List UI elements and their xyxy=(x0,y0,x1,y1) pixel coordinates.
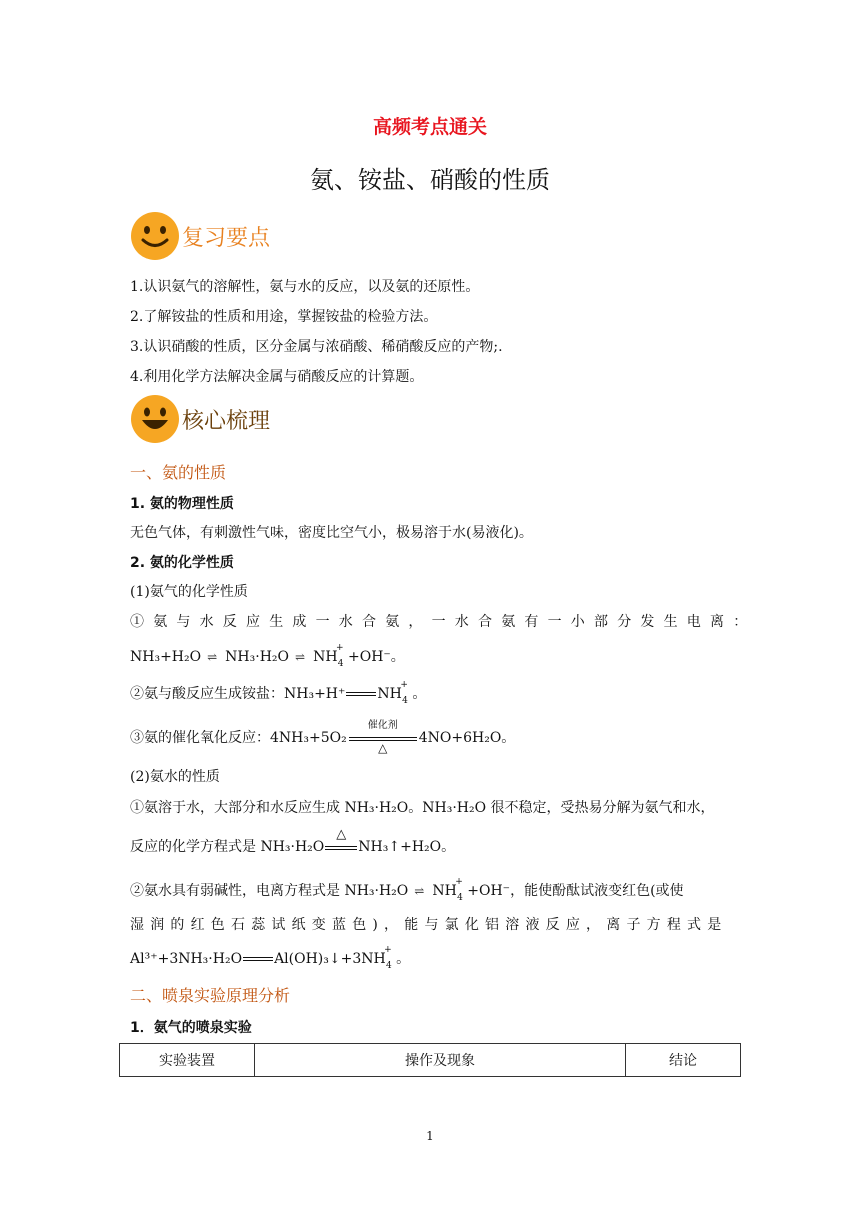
page-number: 1 xyxy=(426,1129,434,1143)
top-title: 高频考点通关 xyxy=(372,116,487,138)
reversible-arrow: ⇌ xyxy=(414,884,427,898)
reversible-arrow: ⇌ xyxy=(295,650,308,664)
review-point-2: 2.了解铵盐的性质和用途，掌握铵盐的检验方法。 xyxy=(130,309,438,325)
item1-text: ①氨与水反应生成一水合氨，一水合氨有一小部分发生电离： xyxy=(130,614,757,630)
column-header: 操作及现象 xyxy=(255,1044,626,1077)
grin-smiley-icon xyxy=(130,394,180,444)
eq-left: NH₃+H₂O xyxy=(130,649,202,665)
part2-heading: 二、喷泉实验原理分析 xyxy=(130,986,291,1005)
ammonium-ion: NH + 4 xyxy=(313,643,344,669)
fountain-experiment-heading: 1．氨气的喷泉实验 xyxy=(130,1020,252,1036)
experiment-table xyxy=(119,1043,741,1077)
ammonia-gas-heading: (1)氨气的化学性质 xyxy=(130,584,248,600)
column-header: 结论 xyxy=(626,1044,741,1077)
review-points-banner xyxy=(130,210,270,262)
equals-sign xyxy=(242,954,274,964)
item3-equation: ③氨的催化氧化反应：4NH₃+5O₂ 催化剂 △ 4NO+6H₂O。 xyxy=(130,720,516,755)
physical-properties-text: 无色气体，有刺激性气味，密度比空气小，极易溶于水(易液化)。 xyxy=(130,525,533,541)
physical-properties-heading: 1. 氨的物理性质 xyxy=(130,496,234,512)
table-header-row xyxy=(120,1044,741,1077)
heat-condition: △ xyxy=(324,836,358,858)
review-point-1: 1.认识氨气的溶解性，氨与水的反应，以及氨的还原性。 xyxy=(130,279,480,295)
chemical-properties-heading: 2. 氨的化学性质 xyxy=(130,555,234,571)
equals-sign xyxy=(345,689,377,699)
part1-heading: 一、氨的性质 xyxy=(130,463,227,482)
ammonium-ion: NH + 4 xyxy=(432,877,463,903)
review-points-label: 复习要点 xyxy=(182,225,271,251)
column-header: 实验装置 xyxy=(120,1044,255,1077)
ammonia-water-line-1: ①氨溶于水，大部分和水反应生成 NH₃·H₂O。NH₃·H₂O 很不稳定，受热易分解为氨气和水， xyxy=(130,800,715,816)
eq-mid: NH₃·H₂O xyxy=(225,649,289,665)
eq-right: +OH⁻。 xyxy=(347,649,405,665)
ammonia-water-line-2: 反应的化学方程式是 NH₃·H₂O △ NH₃↑+H₂O。 xyxy=(130,836,740,858)
reversible-arrow: ⇌ xyxy=(207,650,220,664)
review-point-3: 3.认识硝酸的性质，区分金属与浓硝酸、稀硝酸反应的产物;. xyxy=(130,339,503,355)
ammonium-ion: NH + 4 xyxy=(377,680,408,706)
core-review-banner xyxy=(130,393,270,445)
weak-base-line-1: ②氨水具有弱碱性，电离方程式是 NH₃·H₂O ⇌ NH + 4 +OH⁻，能使酚酞试液变红色(或使 xyxy=(130,877,684,903)
catalyst-condition: 催化剂 △ xyxy=(347,726,419,750)
smiley-icon xyxy=(130,211,180,261)
item1-equation xyxy=(130,643,740,669)
weak-base-line-2: 湿润的红色石蕊试纸变蓝色)，能与氯化铝溶液反应，离子方程式是 xyxy=(130,917,728,933)
core-review-label: 核心梳理 xyxy=(182,408,271,434)
weak-base-line-3: Al³⁺+3NH₃·H₂O Al(OH)₃↓+3NH + 4 。 xyxy=(130,945,411,971)
review-point-4: 4.利用化学方法解决金属与硝酸反应的计算题。 xyxy=(130,369,424,385)
main-title: 氨、铵盐、硝酸的性质 xyxy=(310,166,550,194)
item2-equation: ②氨与酸反应生成铵盐：NH₃+H⁺ NH + 4 。 xyxy=(130,680,427,706)
ammonium-ion: NH + 4 xyxy=(361,945,392,971)
ammonia-water-heading: (2)氨水的性质 xyxy=(130,769,220,785)
